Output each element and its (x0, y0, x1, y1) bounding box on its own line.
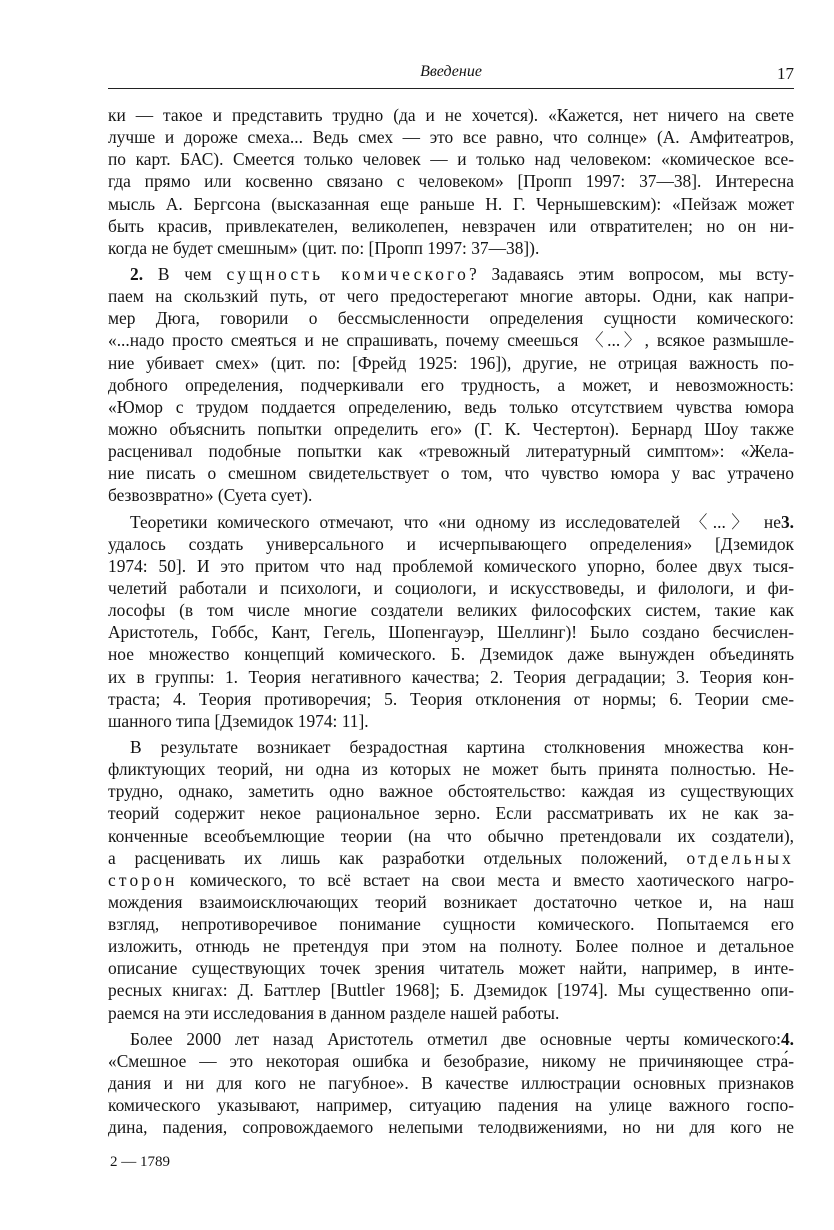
text-line: фликтующих теорий, ни одна из которых не может быть принята полностью. Не- (108, 759, 794, 780)
text-line: мысль А. Бергсона (высказанная еще раньше Н. Г. Чернышевским): «Пейзаж может (108, 193, 794, 214)
page-header (108, 60, 794, 89)
text-line: гда прямо или косвенно связано с человеком» [Пропп 1997: 37—38]. Интересна (108, 171, 794, 192)
paragraph (108, 104, 794, 259)
text-line: конченные всеобъемлющие теории (на что обычно претендовали их создатели), (108, 825, 794, 846)
text-line: раемся на эти исследования в данном разделе нашей работы. (108, 1002, 560, 1023)
text-line: расценивал подобные попытки как «тревожный литературный симптом»: «Жела- (108, 441, 794, 462)
text-line: лософы (в том числе многие создатели великих философских систем, такие как (108, 600, 794, 621)
text-line: Теоретики комического отмечают, что «ни одному из исследователей 〈...〉 не3. (130, 511, 794, 532)
text-line: их в группы: 1. Теория негативного качества; 2. Теория деградации; 3. Теория кон- (108, 666, 794, 687)
text-line: описание существующих точек зрения читатель может найти, например, в инте- (108, 958, 794, 979)
text-line: дания и ни для кого не пагубное». В качестве иллюстрации основных признаков (108, 1073, 794, 1094)
paragraph (108, 263, 794, 507)
text-line: теорий содержит некое рациональное зерно. Если рассматривать их не как за- (108, 803, 794, 824)
text-segment: ? Задаваясь этим вопросом, мы всту- (468, 263, 794, 284)
paragraph (108, 511, 794, 732)
spaced-emphasis: сущность комического (226, 263, 469, 284)
text-line: по карт. БАС). Смеется только человек — и только над человеком: «комическое все- (108, 149, 794, 170)
text-segment: комического, то всё встает на свои места и вместо хаотического нагро- (177, 869, 794, 890)
text-line: взгляд, непротиворечивое понимание сущности комического. Попытаемся его (108, 914, 794, 935)
text-line: ки — такое и представить трудно (да и не хочется). «Кажется, нет ничего на свете (108, 105, 794, 125)
text-segment: а расценивать их лишь как разработки отдельных положений, (108, 847, 687, 868)
text-line: Более 2000 лет назад Аристотель отметил две основные черты комического:4. (130, 1028, 794, 1049)
signature-mark: 2 — 1789 (110, 1154, 170, 1170)
text-segment: В чем (157, 263, 227, 284)
text-line: паем на скользкий путь, от чего предостерегают многие авторы. Одни, как напри- (108, 286, 794, 307)
paragraph (108, 736, 794, 1024)
text-line: ресных книгах: Д. Баттлер [Buttler 1968]; Б. Дземидок [1974]. Мы существенно опи- (108, 980, 794, 1001)
text-line: можно объяснить попытки определить его» (Г. К. Честертон). Бернард Шоу также (108, 418, 794, 439)
paragraph-number: 2. (130, 263, 144, 284)
text-line: безвозвратно» (Суета сует). (108, 485, 313, 506)
text-line: ное множество концепций комического. Б. Дземидок даже вынужден объединять (108, 644, 794, 665)
text-line: изложить, отнюдь не претендуя при этом на полноту. Более полное и детальное (108, 936, 794, 957)
text-line: быть красив, привлекателен, великолепен, невзрачен или отвратителен; но он ни- (108, 215, 794, 236)
spaced-emphasis: сторон (108, 869, 178, 890)
text-line: добного определения, подчеркивали его трудность, а может, и невозможность: (108, 374, 794, 395)
text-line: «Смешное — это некоторая ошибка и безобразие, никому не причиняющее стра́- (108, 1050, 794, 1071)
text-line: мождения взаимоисключающих теорий возникает достаточно четкое и, на наш (108, 891, 794, 912)
text-line: «...надо просто смеяться и не спрашивать, почему смеешься 〈...〉, всякое размышле- (108, 330, 794, 351)
text-line: комического указывают, например, ситуацию падения на улице важного госпо- (108, 1095, 794, 1116)
text-line: шанного типа [Дземидок 1974: 11]. (108, 710, 369, 731)
text-line: «Юмор с трудом поддается определению, ведь только отсутствием чувства юмора (108, 396, 794, 417)
paragraph-number: 3. (780, 511, 794, 532)
page-body (108, 104, 794, 1138)
text-line: когда не будет смешным» (цит. по: [Пропп 1997: 37—38]). (108, 237, 540, 258)
running-title: Введение (420, 63, 482, 80)
text-line: 1974: 50]. И это притом что над проблемой комического упорно, более двух тыся- (108, 555, 794, 576)
text-line: челетий работали и психологи, и социологи, и искусствоведы, и филологи, и фи- (108, 577, 794, 598)
text-line: трудно, однако, заметить одно важное обстоятельство: каждая из существующих (108, 781, 794, 802)
text-line: траста; 4. Теория противоречия; 5. Теория отклонения от нормы; 6. Теории сме- (108, 688, 794, 709)
text-line (108, 869, 794, 891)
text-line: лучше и дороже смеха... Ведь смех — это все равно, что солнце» (А. Амфитеатров, (108, 127, 794, 148)
text-line (108, 847, 794, 869)
page-number: 17 (777, 64, 794, 83)
text-line: ние писать о смешном свидетельствует о том, что чувство юмора у вас утрачено (108, 463, 794, 484)
paragraph-number: 4. (780, 1028, 794, 1049)
text-line: ние убивает смех» (цит. по: [Фрейд 1925: 196]), другие, не отрицая важность по- (108, 352, 794, 373)
text-line: мер Дюга, говорили о бессмысленности определения сущности комического: (108, 308, 794, 329)
text-line: дина, падения, сопровождаемого нелепыми телодвижениями, но ни для кого не (108, 1117, 794, 1138)
text-line (108, 263, 794, 285)
spaced-emphasis: отдельных (686, 847, 794, 868)
paragraph (108, 1028, 794, 1139)
text-line: Аристотель, Гоббс, Кант, Гегель, Шопенгауэр, Шеллинг)! Было создано бесчислен- (108, 622, 794, 643)
text-line: удалось создать универсального и исчерпывающего определения» [Дземидок (108, 533, 794, 554)
text-line: В результате возникает безрадостная картина столкновения множества кон- (130, 736, 794, 757)
